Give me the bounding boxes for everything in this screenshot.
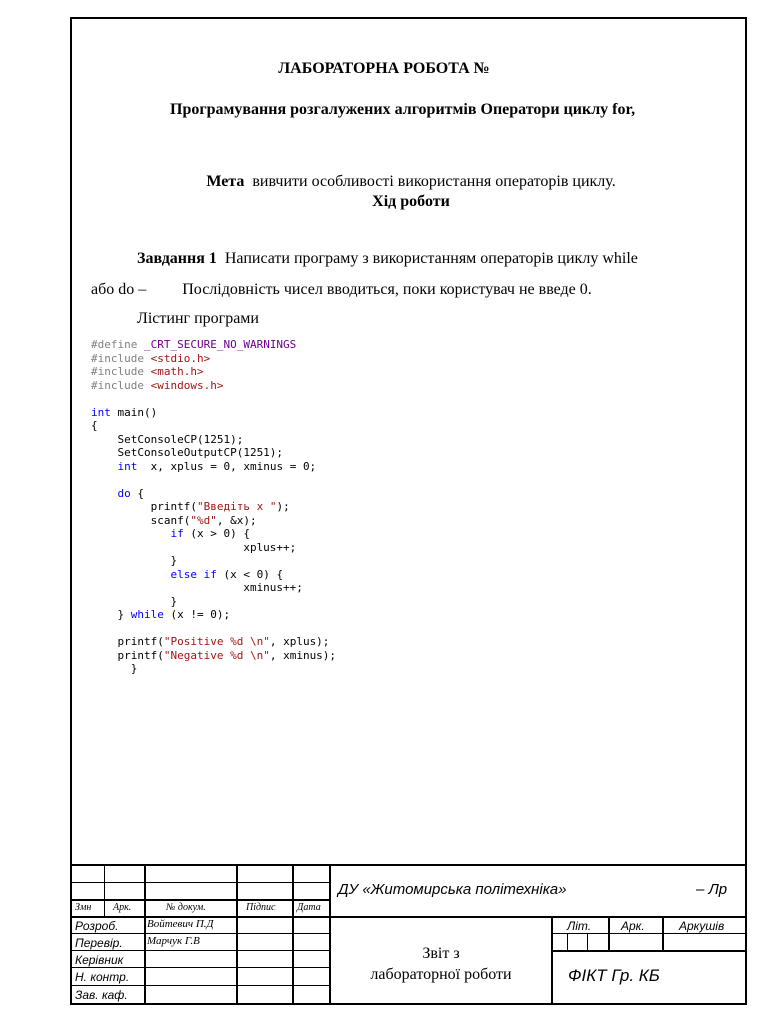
code-str-input: "Введіть x " — [196, 500, 277, 513]
grid-vline — [292, 864, 294, 1004]
code-while-kw: while — [130, 608, 164, 621]
row-kerivnyk: Керівник — [75, 953, 124, 967]
code-printf-pre: printf( — [91, 500, 197, 513]
name-perevir: Марчук Г.В — [147, 935, 200, 947]
code-include-kw: #include — [91, 365, 144, 378]
code-include-3: <windows.h> — [150, 378, 224, 392]
code-close-elseif: } — [91, 594, 178, 608]
report-line-2: лабораторної роботи — [370, 966, 512, 983]
name-razrob: Войтевич П.Д — [147, 918, 214, 930]
code-include-kw: #include — [91, 351, 144, 365]
code-str-neg: "Negative %d \n" — [163, 648, 270, 662]
grid-line — [70, 985, 330, 986]
code-xminus-inc: xminus++; — [91, 581, 303, 594]
col-ark: Арк. — [113, 902, 132, 913]
code-xplus-inc: xplus++; — [91, 540, 297, 554]
code-include-1: <stdio.h> — [150, 351, 211, 365]
row-perevir: Перевір. — [75, 936, 123, 950]
code-close-if: } — [91, 554, 178, 567]
code-define-macro: _CRT_SECURE_NO_WARNINGS — [143, 338, 297, 351]
goal-text: вивчити особливості використання операторів циклу. — [252, 173, 616, 190]
code-scanf-pre: scanf( — [91, 513, 191, 527]
code-setout: SetConsoleOutputCP(1251); — [91, 446, 284, 459]
row-zavkaf: Зав. каф. — [75, 988, 128, 1002]
code-scanf-post: , &x); — [216, 513, 257, 527]
code-printf-pos-post: , xplus); — [269, 635, 330, 648]
grid-vline — [608, 916, 610, 950]
university-name: ДУ «Житомирська політехніка» — [338, 881, 567, 898]
grid-line — [70, 950, 330, 951]
listing-label: Лістинг програми — [137, 310, 259, 327]
code-main-sig: main() — [110, 405, 158, 419]
col-doc: № докум. — [166, 902, 206, 913]
lab-subtitle: Програмування розгалужених алгоритмів Оператори циклу for, — [170, 101, 636, 118]
col-zmn: Змн — [75, 902, 92, 913]
grid-line — [70, 882, 330, 883]
group-name: ФІКТ Гр. КБ — [568, 966, 660, 985]
task-text: Написати програму з використанням операторів циклу while — [224, 250, 638, 267]
code-include-2: <math.h> — [150, 365, 204, 378]
code-setcp: SetConsoleCP(1251); — [91, 432, 244, 446]
code-if-rest: (x > 0) { — [183, 527, 250, 540]
ark-label: Арк. — [621, 919, 645, 933]
code-if-kw-2: if — [203, 567, 217, 581]
code-int-kw: int — [91, 405, 111, 419]
grid-line — [70, 967, 330, 968]
code-listing — [91, 338, 336, 676]
task-line-2 — [91, 281, 592, 299]
code-str-pos: "Positive %d \n" — [163, 635, 270, 648]
code-str-fmt: "%d" — [190, 513, 217, 527]
code-open-brace: { — [91, 419, 98, 432]
grid-vline — [144, 864, 146, 1004]
stamp-top-line — [70, 864, 747, 866]
report-line-1: Звіт з — [422, 945, 460, 962]
code-printf-neg-pre: printf( — [91, 648, 164, 662]
code-else-kw: else — [170, 567, 197, 581]
grid-vline — [551, 916, 553, 1004]
code-do-kw: do — [117, 486, 131, 500]
progress-heading: Хід роботи — [372, 193, 450, 210]
code-while-rest: (x != 0); — [163, 608, 231, 621]
lab-title: ЛАБОРАТОРНА РОБОТА № — [278, 60, 490, 77]
col-date: Дата — [297, 902, 321, 913]
code-while-close: } — [91, 608, 131, 621]
task-text-b: Послідовність чисел вводиться, поки користувач не введе 0. — [182, 281, 592, 298]
code-include-kw: #include — [91, 378, 144, 392]
grid-line — [551, 933, 747, 934]
grid-vline — [662, 916, 664, 950]
lit-label: Літ. — [567, 919, 592, 933]
code-elseif-rest: (x < 0) { — [216, 567, 284, 581]
grid-vline — [567, 933, 568, 950]
grid-line — [551, 950, 747, 952]
grid-line — [70, 899, 330, 901]
code-printf-neg-post: , xminus); — [269, 648, 337, 662]
code-define-kw: #define — [91, 338, 138, 351]
row-razrob: Розроб. — [75, 919, 119, 933]
code-printf-post: ); — [276, 500, 290, 513]
lab-code: – Лр — [696, 881, 728, 898]
arkushiv-label: Аркушів — [679, 919, 725, 933]
grid-vline — [587, 933, 588, 950]
task-label: Завдання 1 — [137, 250, 217, 267]
code-do-rest: { — [130, 486, 144, 500]
grid-vline — [104, 864, 105, 916]
grid-vline — [236, 864, 238, 1004]
task-text-a: або do – — [91, 281, 147, 298]
grid-line — [70, 933, 330, 934]
report-title — [332, 943, 550, 985]
row-nkontr: Н. контр. — [75, 970, 130, 984]
goal-line — [0, 173, 768, 191]
code-close-main: } — [91, 662, 138, 675]
code-int-kw-2: int — [117, 459, 138, 473]
task-line-1 — [137, 250, 638, 268]
goal-label: Мета — [206, 173, 245, 190]
grid-vline — [329, 864, 331, 1004]
code-if-kw: if — [170, 527, 184, 540]
code-decl: x, xplus = 0, xminus = 0; — [137, 459, 317, 473]
col-sign: Підпис — [246, 902, 276, 913]
code-printf-pos-pre: printf( — [91, 635, 164, 648]
